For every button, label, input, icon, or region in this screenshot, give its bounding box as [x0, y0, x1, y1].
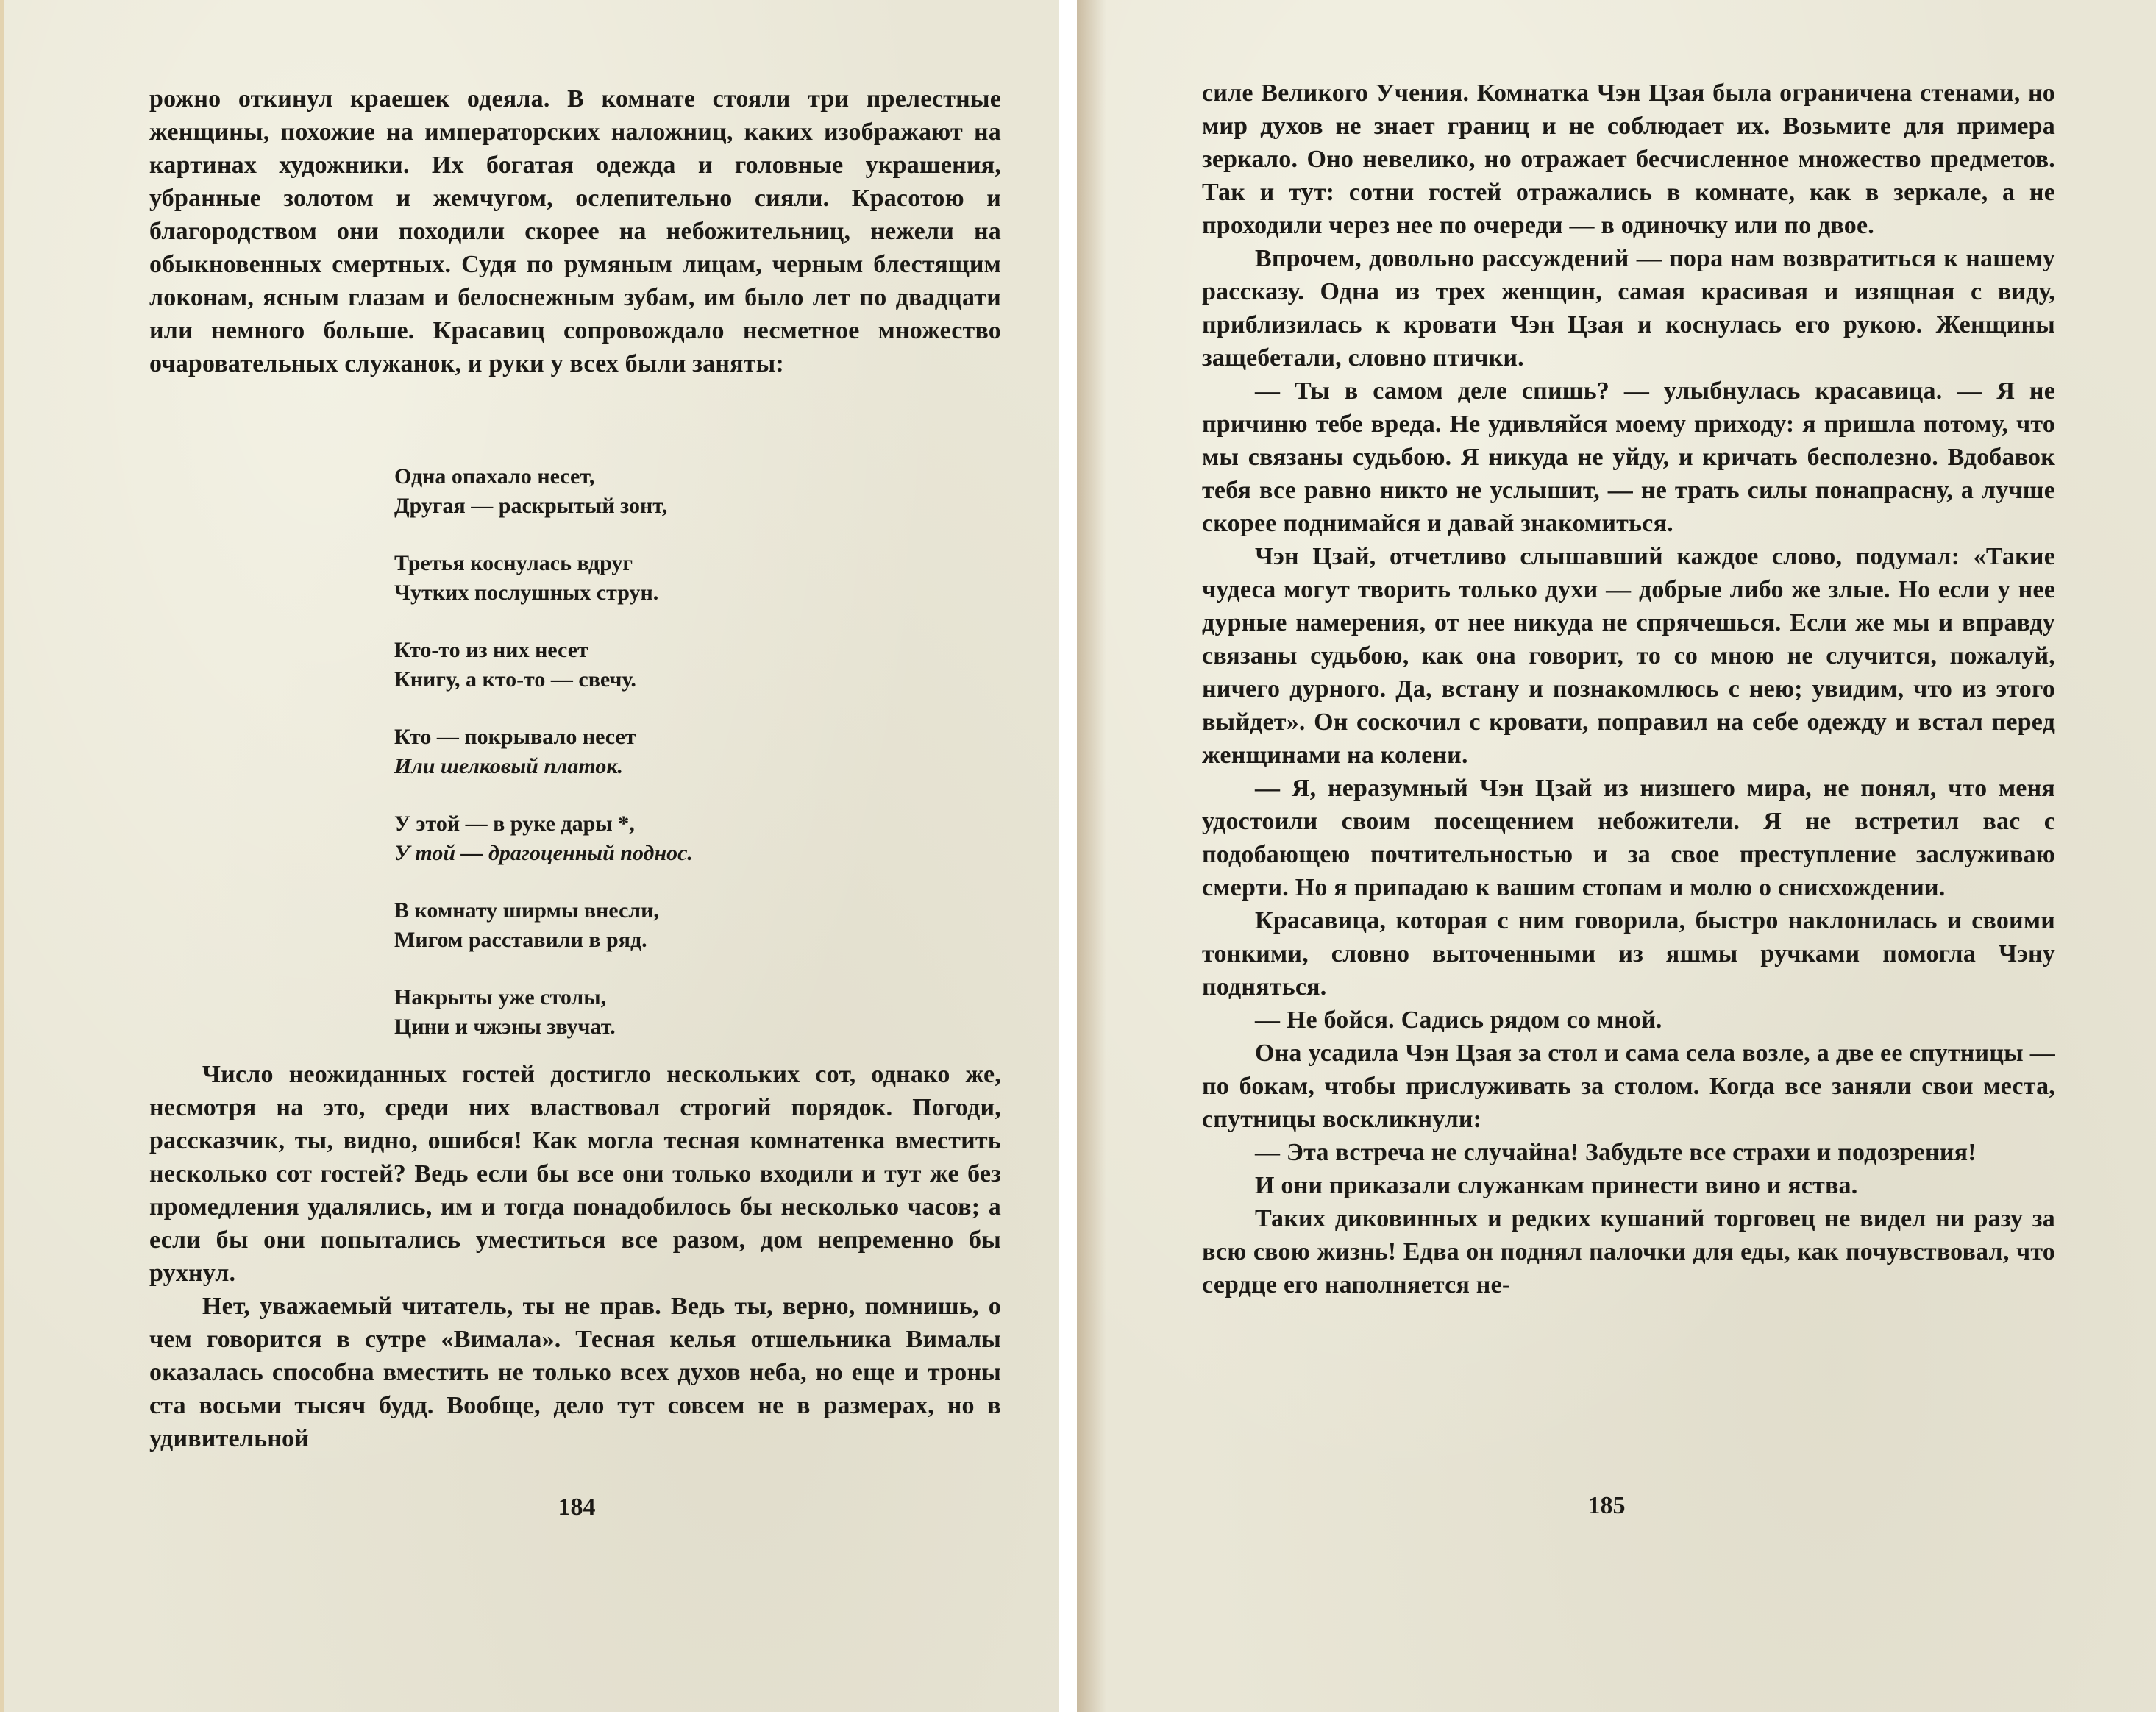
paragraph: — Я, неразумный Чэн Цзай из низшего мира, не понял, что меня удостоили своим посещением небожители. Я не встретил вас с подобающею почтительностью и за свое преступление заслуживаю смерти. Но я припадаю к вашим стопам и молю о снисхождении. — [1202, 775, 2055, 901]
poem-line: Или шелковый платок. — [394, 754, 624, 778]
paragraph: Таких диковинных и редких кушаний торговец не видел ни разу за всю свою жизнь! Едва он поднял палочки для еды, как почувствовал, что сердце его наполняется не- — [1202, 1205, 2055, 1299]
poem-stanza — [394, 983, 693, 1042]
left-page — [0, 0, 1059, 1712]
poem-line: Накрыты уже столы, — [394, 985, 607, 1009]
poem-line: Кто — покрывало несет — [394, 725, 636, 749]
poem-stanza — [394, 809, 693, 868]
paragraph: Впрочем, довольно рассуждений — пора нам возвратиться к нашему рассказу. Одна из трех женщин, самая красивая и изящная с виду, приблизилась к кровати Чэн Цзая и коснулась его рукою. Женщины защебетали, словно птички. — [1202, 245, 2055, 372]
poem-line: У этой — в руке дары *, — [394, 811, 635, 836]
poem-line: Третья коснулась вдруг — [394, 551, 633, 575]
poem-line: Другая — раскрытый зонт, — [394, 494, 668, 518]
poem-stanza — [394, 896, 693, 955]
page-number: 185 — [1587, 1492, 1626, 1519]
paragraph: Число неожиданных гостей достигло нескольких сот, однако же, несмотря на это, среди них властвовал строгий порядок. Погоди, рассказчик, ты, видно, ошибся! Как могла тесная комнатенка вместить несколько сот гостей? Ведь если бы все они только входили и тут же без промедления удалялись, им и тогда понадобилось бы несколько часов; а если бы они попытались уместиться все разом, дом непременно бы рухнул. — [149, 1061, 1001, 1287]
poem-stanza — [394, 462, 693, 521]
poem-stanza — [394, 722, 693, 781]
poem-line: У той — драгоценный поднос. — [394, 841, 693, 865]
left-opening-text — [149, 82, 1001, 380]
paragraph: Красавица, которая с ним говорила, быстро наклонилась и своими тонкими, словно выточенными из яшмы ручками помогла Чэну подняться. — [1202, 907, 2055, 1001]
paragraph: — Не бойся. Садись рядом со мной. — [1255, 1006, 1662, 1034]
poem-line: Книгу, а кто-то — свечу. — [394, 667, 636, 692]
poem-line: Одна опахало несет, — [394, 464, 595, 489]
paragraph: рожно откинул краешек одеяла. В комнате стояли три прелестные женщины, похожие на императорских наложниц, каких изображают на картинах художники. Их богатая одежда и головные украшения, убранные золотом и жемчугом, ослепительно сияли. Красотою и благородством они походили скорее на небожительниц, нежели на обыкновенных смертных. Судя по румяным лицам, черным блестящим локонам, ясным глазам и белоснежным зубам, им было лет по двадцати или немного больше. Красавиц сопровождало несметное множество очаровательных служанок, и руки у всех были заняты: — [149, 85, 1001, 377]
paragraph: силе Великого Учения. Комнатка Чэн Цзая была ограничена стенами, но мир духов не знает границ и не соблюдает их. Возьмите для примера зеркало. Оно невелико, но отражает бесчисленное множество предметов. Так и тут: сотни гостей отражались в комнате, как в зеркале, а не проходили через нее по очереди — в одиночку или по двое. — [1202, 79, 2055, 239]
poem-line: Цини и чжэны звучат. — [394, 1015, 616, 1039]
poem-line: Чутких послушных струн. — [394, 580, 659, 605]
poem-stanza — [394, 549, 693, 608]
right-text — [1202, 77, 2055, 1301]
page-number: 184 — [558, 1493, 596, 1521]
paragraph: — Ты в самом деле спишь? — улыбнулась красавица. — Я не причиню тебе вреда. Не удивляйся моему приходу: я пришла потому, что мы связаны судьбою. Я никуда не уйду, и кричать бесполезно. Вдобавок тебя все равно никто не услышит, — не трать силы понапрасну, а лучше скорее поднимайся и давай знакомиться. — [1202, 377, 2055, 537]
poem-line: Мигом расставили в ряд. — [394, 928, 647, 952]
poem-line: Кто-то из них несет — [394, 638, 588, 662]
right-page — [1077, 0, 2156, 1712]
poem-stanza — [394, 636, 693, 695]
paragraph: — Эта встреча не случайна! Забудьте все страхи и подозрения! — [1255, 1139, 1977, 1166]
paragraph: Она усадила Чэн Цзая за стол и сама села возле, а две ее спутницы — по бокам, чтобы прислуживать за столом. Когда все заняли свои места, спутницы воскликнули: — [1202, 1040, 2055, 1133]
poem-line: В комнату ширмы внесли, — [394, 898, 659, 923]
paragraph: Нет, уважаемый читатель, ты не прав. Ведь ты, верно, помнишь, о чем говорится в сутре «Вимала». Тесная келья отшельника Вималы оказалась способна вместить не только всех духов неба, но еще и троны ста восьми тысяч будд. Вообще, дело тут совсем не в размерах, но в удивительной — [149, 1293, 1001, 1452]
left-closing-text — [149, 1058, 1001, 1455]
paragraph: И они приказали служанкам принести вино и яства. — [1255, 1172, 1858, 1199]
paragraph: Чэн Цзай, отчетливо слышавший каждое слово, подумал: «Такие чудеса могут творить только духи — добрые либо же злые. Но если у нее дурные намерения, от нее никуда не спрячешься. Если же мы и вправду связаны судьбою, как она говорит, то со мною не случится, пожалуй, ничего дурного. Да, встану и познакомлюсь с нею; увидим, что из этого выйдет». Он соскочил с кровати, поправил на себе одежду и встал перед женщинами на колени. — [1202, 543, 2055, 769]
poem — [394, 462, 693, 1070]
